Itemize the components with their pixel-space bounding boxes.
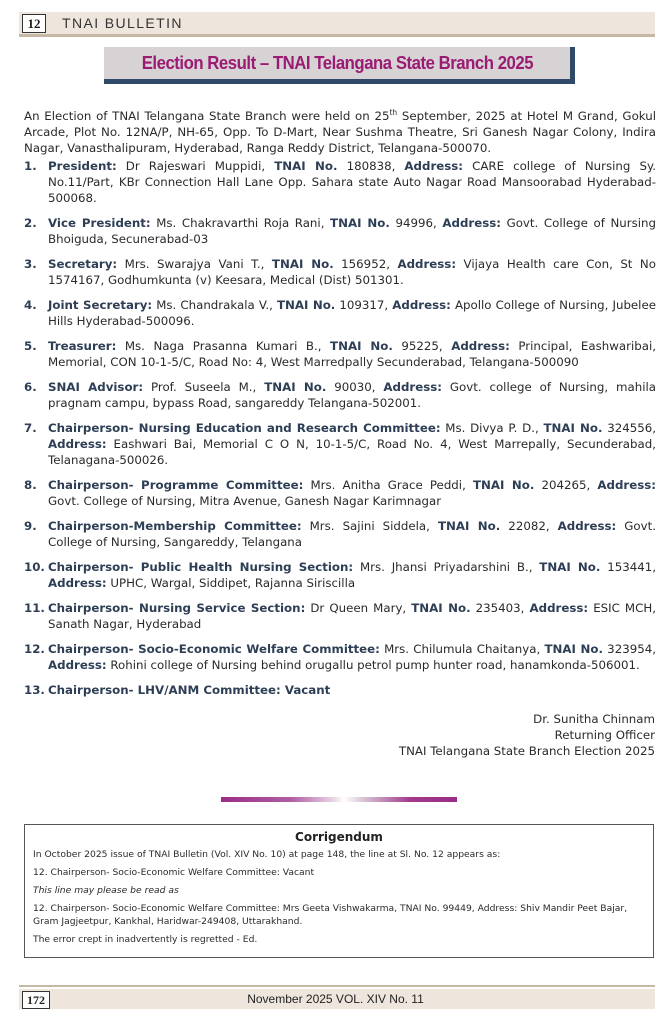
signature-name: Dr. Sunitha Chinnam xyxy=(533,712,655,726)
member-item xyxy=(24,379,656,411)
member-item xyxy=(24,559,656,591)
member-name: Ms. Chakravarthi Roja Rani, xyxy=(150,216,331,230)
tnai-number: 153441, xyxy=(600,560,656,574)
address-text: Govt. College of Nursing Bhoiguda, Secunerabad-03 xyxy=(48,216,656,246)
member-number: 10. xyxy=(24,560,45,574)
tnai-label: TNAI No. xyxy=(472,478,535,492)
member-item xyxy=(24,297,656,329)
member-item xyxy=(24,518,656,550)
tnai-number: 180838, xyxy=(337,159,405,173)
address-text: Vijaya Health care Con, St No 1574167, Godhumkunta (v) Keesara, Medical (Dist) 501301. xyxy=(48,257,656,287)
address-label: Address: xyxy=(397,257,457,271)
corrigendum-line: 12. Chairperson- Socio-Economic Welfare Committee: Mrs Geeta Vishwakarma, TNAI No. 99449, Address: Shiv Mandir Peet Bajar, Gram Jagjeetpur, Kankhal, Haridwar-249408, Uttarakhand. xyxy=(33,903,628,927)
member-number: 4. xyxy=(24,298,37,312)
member-number: 7. xyxy=(24,421,37,435)
member-details xyxy=(48,420,656,468)
address-label: Address: xyxy=(404,159,464,173)
address-text: Principal, Eashwaribai, Memorial, CON 10-1-5/C, Road No: 4, West Marredpally Secunderabad, Telangana-500090 xyxy=(48,339,656,369)
member-number: 5. xyxy=(24,339,37,353)
member-number: 8. xyxy=(24,478,37,492)
tnai-label: TNAI No. xyxy=(330,216,390,230)
member-item xyxy=(24,158,656,206)
member-details xyxy=(48,682,656,698)
address-label: Address: xyxy=(48,437,107,451)
address-text: Govt. college of Nursing, mahila pragnam campu, bypass Road, sangareddy Telangana-502001. xyxy=(48,380,656,410)
signature-block xyxy=(399,711,655,759)
footer-page-number: 172 xyxy=(22,991,50,1009)
tnai-label: TNAI No. xyxy=(543,421,603,435)
member-role: President: xyxy=(48,159,117,173)
tnai-number: 204265, xyxy=(534,478,598,492)
member-name: Ms. Divya P. D., xyxy=(440,421,544,435)
address-label: Address: xyxy=(597,478,656,492)
tnai-label: TNAI No. xyxy=(264,380,327,394)
member-role: Treasurer: xyxy=(48,339,117,353)
member-details xyxy=(48,518,656,550)
member-role: Chairperson-Membership Committee: xyxy=(48,519,302,533)
corrigendum-title: Corrigendum xyxy=(295,830,383,844)
corrigendum-line: In October 2025 issue of TNAI Bulletin (Vol. XIV No. 10) at page 148, the line at Sl. No. 12 appears as: xyxy=(33,849,501,860)
corrigendum-box xyxy=(24,824,654,958)
member-item xyxy=(24,682,656,698)
member-number: 6. xyxy=(24,380,37,394)
member-details xyxy=(48,297,656,329)
corrigendum-line: 12. Chairperson- Socio-Economic Welfare Committee: Vacant xyxy=(33,867,315,878)
tnai-number: 90030, xyxy=(326,380,384,394)
member-details xyxy=(48,215,656,247)
member-details xyxy=(48,158,656,206)
address-text: UPHC, Wargal, Siddipet, Rajanna Siriscilla xyxy=(106,576,356,590)
tnai-number: 156952, xyxy=(333,257,398,271)
intro-text-1: An Election of TNAI Telangana State Branch were held on 25 xyxy=(24,108,390,123)
member-details xyxy=(48,379,656,411)
member-number: 2. xyxy=(24,216,37,230)
tnai-number: 95225, xyxy=(392,339,452,353)
member-details xyxy=(48,338,656,370)
footer-issue: November 2025 VOL. XIV No. 11 xyxy=(247,992,424,1006)
tnai-label: TNAI No. xyxy=(411,601,471,615)
tnai-label: TNAI No. xyxy=(274,159,338,173)
address-label: Address: xyxy=(529,601,589,615)
member-number: 11. xyxy=(24,601,45,615)
member-name: Ms. Chandrakala V., xyxy=(152,298,277,312)
member-list xyxy=(24,158,656,707)
signature-org: TNAI Telangana State Branch Election 2025 xyxy=(398,744,655,758)
member-item xyxy=(24,600,656,632)
tnai-number: 109317, xyxy=(335,298,393,312)
member-details xyxy=(48,559,656,591)
signature-role: Returning Officer xyxy=(554,728,655,742)
member-number: 13. xyxy=(24,683,45,697)
member-details xyxy=(48,477,656,509)
intro-superscript: th xyxy=(389,107,398,117)
member-name: Ms. Naga Prasanna Kumari B., xyxy=(116,339,331,353)
address-text: ESIC MCH, Sanath Nagar, Hyderabad xyxy=(48,601,656,631)
address-text: Govt. College of Nursing, Sangareddy, Telangana xyxy=(48,519,657,549)
tnai-number: 94996, xyxy=(389,216,443,230)
address-label: Address: xyxy=(48,576,107,590)
member-role: Chairperson- Socio-Economic Welfare Committee: xyxy=(48,642,380,656)
tnai-label: TNAI No. xyxy=(539,560,601,574)
intro-paragraph xyxy=(24,108,656,156)
bulletin-name: TNAI BULLETIN xyxy=(62,15,183,31)
member-role: Chairperson- Programme Committee: xyxy=(48,478,304,492)
address-label: Address: xyxy=(48,658,107,672)
header-page-number: 12 xyxy=(22,14,46,33)
member-name: Mrs. Sajini Siddela, xyxy=(301,519,438,533)
tnai-number: 324556, xyxy=(602,421,656,435)
member-number: 1. xyxy=(24,159,37,173)
title-banner xyxy=(104,47,575,84)
tnai-number: 22082, xyxy=(500,519,558,533)
address-text: Eashwari Bai, Memorial C O N, 10-1-5/C, Road No. 4, West Marrepally, Secunderabad, Telanagana-500026. xyxy=(48,437,656,467)
member-details xyxy=(48,641,656,673)
member-name: Dr Rajeswari Muppidi, xyxy=(116,159,275,173)
member-role: Secretary: xyxy=(48,257,118,271)
member-item xyxy=(24,256,656,288)
footer-rule xyxy=(19,985,655,987)
intro-text-2: September, 2025 at Hotel M Grand, Gokul Arcade, Plot No. 12NA/P, NH-65, Opp. To D-Mart, Near Sushma Theatre, Sri Ganesh Nagar Colony, Indira Nagar, Vanasthalipuram, Hyderabad, Ranga Reddy District, Telangana-500070. xyxy=(24,108,657,155)
tnai-label: TNAI No. xyxy=(330,339,393,353)
page-title: Election Result – TNAI Telangana State Branch 2025 xyxy=(141,52,533,73)
tnai-label: TNAI No. xyxy=(437,519,501,533)
member-details xyxy=(48,256,656,288)
tnai-label: TNAI No. xyxy=(271,257,334,271)
tnai-number: 323954, xyxy=(602,642,656,656)
member-details xyxy=(48,600,656,632)
address-label: Address: xyxy=(442,216,501,230)
member-role: Chairperson- Public Health Nursing Section: xyxy=(48,560,354,574)
member-number: 3. xyxy=(24,257,37,271)
member-name: Mrs. Anitha Grace Peddi, xyxy=(303,478,473,492)
member-number: 12. xyxy=(24,642,45,656)
tnai-number: 235403, xyxy=(470,601,530,615)
address-label: Address: xyxy=(451,339,510,353)
address-text: Govt. College of Nursing, Mitra Avenue, Ganesh Nagar Karimnagar xyxy=(48,494,442,508)
address-label: Address: xyxy=(557,519,617,533)
address-text: CARE college of Nursing Sy. No.11/Part, KBr Connection Hall Lane Opp. Sahara state Auto Nagar Road Mansoorabad Hyderabad-500068. xyxy=(48,159,656,205)
member-item xyxy=(24,215,656,247)
corrigendum-line: This line may please be read as xyxy=(33,885,179,896)
member-name: Prof. Suseela M., xyxy=(143,380,265,394)
member-item xyxy=(24,641,656,673)
address-label: Address: xyxy=(383,380,442,394)
tnai-label: TNAI No. xyxy=(276,298,336,312)
member-item xyxy=(24,477,656,509)
member-role: Chairperson- Nursing Service Section: xyxy=(48,601,306,615)
member-role: SNAI Advisor: xyxy=(48,380,144,394)
corrigendum-line: The error crept in inadvertently is regretted - Ed. xyxy=(33,934,258,945)
member-number: 9. xyxy=(24,519,37,533)
address-text: Apollo College of Nursing, Jubelee Hills Hyderabad-500096. xyxy=(48,298,656,328)
tnai-label: TNAI No. xyxy=(544,642,603,656)
address-label: Address: xyxy=(392,298,451,312)
member-name: Mrs. Jhansi Priyadarshini B., xyxy=(353,560,540,574)
member-role: Vice President: xyxy=(48,216,151,230)
address-text: Rohini college of Nursing behind orugallu petrol pump hunter road, hanamkonda-506001. xyxy=(106,658,640,672)
member-name: Dr Queen Mary, xyxy=(305,601,412,615)
member-role: Joint Secretary: xyxy=(48,298,153,312)
member-item xyxy=(24,420,656,468)
member-name: Mrs. Swarajya Vani T., xyxy=(117,257,272,271)
member-role: Chairperson- LHV/ANM Committee: Vacant xyxy=(48,683,331,697)
member-item xyxy=(24,338,656,370)
decorative-divider xyxy=(221,797,457,802)
member-name: Mrs. Chilumula Chaitanya, xyxy=(379,642,545,656)
member-role: Chairperson- Nursing Education and Research Committee: xyxy=(48,421,441,435)
